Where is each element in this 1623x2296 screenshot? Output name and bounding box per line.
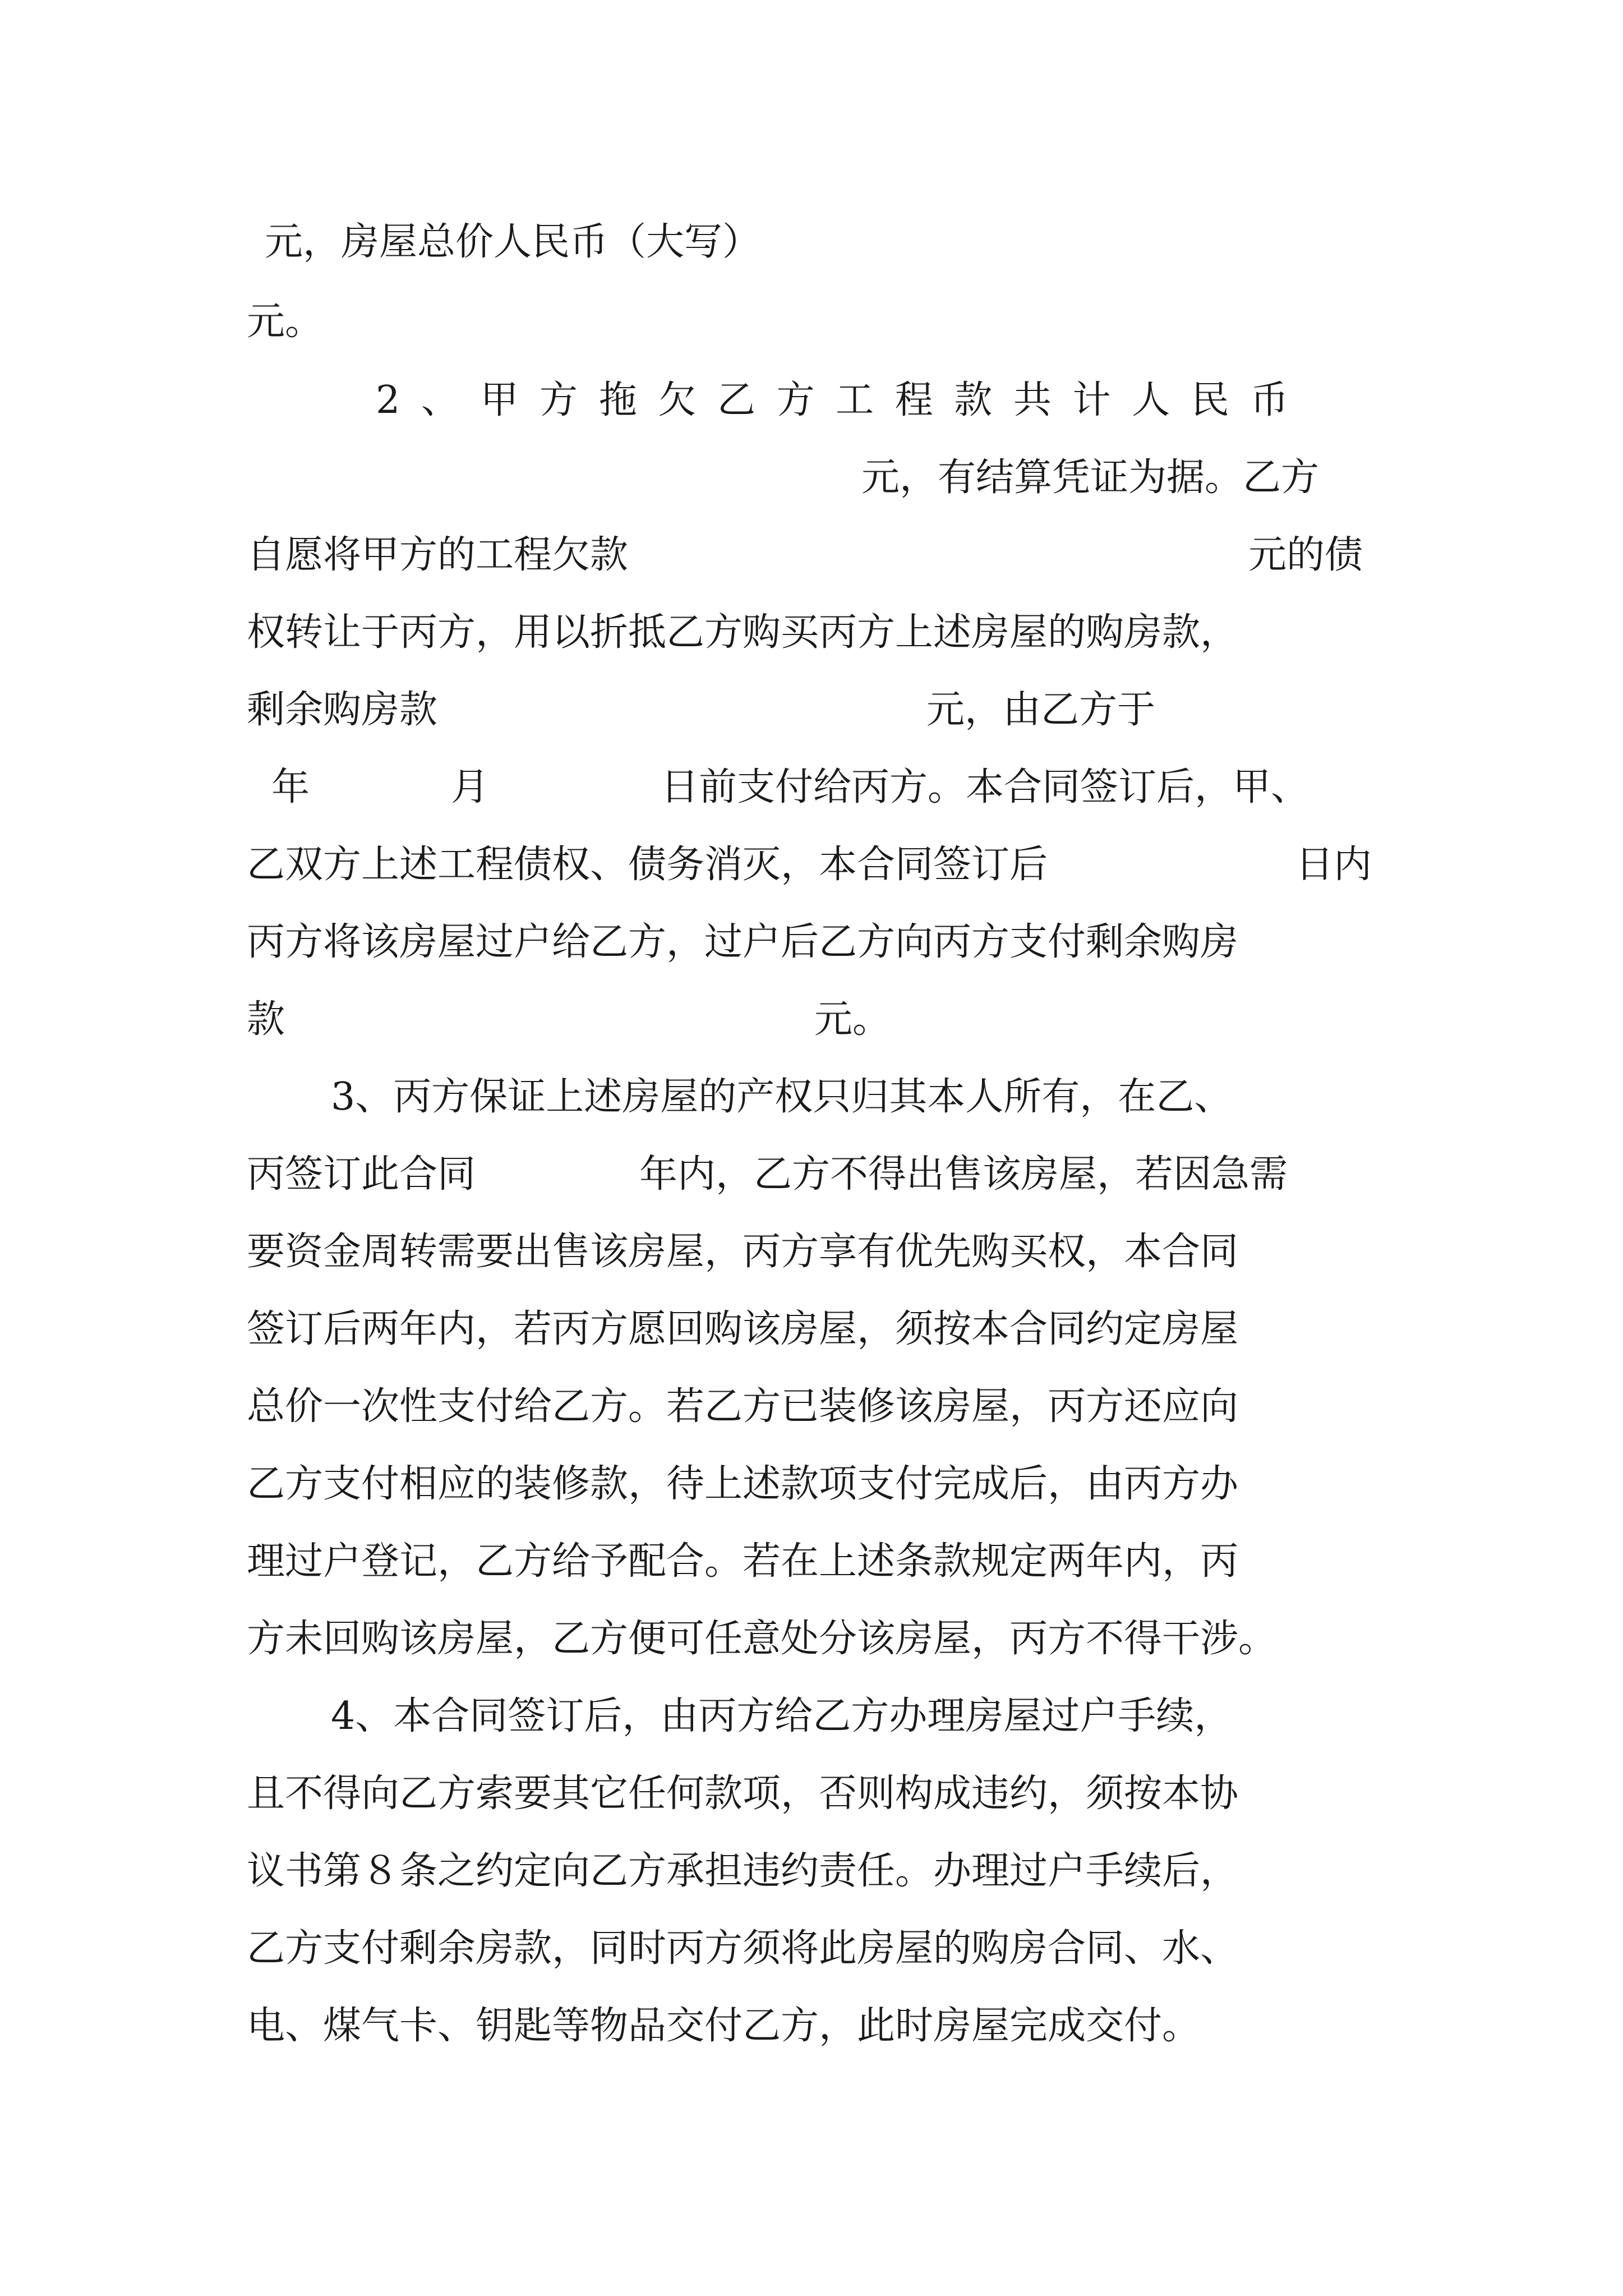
text-line: 元，有结算凭证为据。乙方 [861,455,1320,500]
text-line: 日前支付给丙方。本合同签订后，甲、 [661,765,1310,809]
text-line: 丙签订此合同 [247,1152,476,1197]
text-line: 4、本合同签订后，由丙方给乙方办理房屋过户手续， [331,1694,1233,1738]
text-line: 3、丙方保证上述房屋的产权只归其本人所有，在乙、 [331,1075,1233,1119]
text-line: 2 、 甲 方 拖 欠 乙 方 工 程 款 共 计 人 民 币 [376,378,1293,422]
text-line: 方未回购该房屋，乙方便可任意处分该房屋，丙方不得干涉。 [247,1617,1277,1661]
text-line: 自愿将甲方的工程欠款 [247,533,629,577]
text-line: 月 [451,765,490,809]
text-line: 年 [271,765,310,809]
text-line: 元，房屋总价人民币（大写） [265,220,761,264]
text-line: 元。 [247,300,324,344]
text-line: 总价一次性支付给乙方。若乙方已装修该房屋，丙方还应向 [247,1384,1239,1429]
text-line: 要资金周转需要出售该房屋，丙方享有优先购买权，本合同 [247,1230,1239,1274]
text-line: 元的债 [1248,533,1363,577]
text-line: 年内，乙方不得出售该房屋，若因急需 [639,1152,1288,1197]
text-line: 权转让于丙方，用以折抵乙方购买丙方上述房屋的购房款， [247,610,1239,655]
text-line: 日内 [1295,843,1372,887]
text-line: 乙双方上述工程债权、债务消灭，本合同签订后 [247,843,1048,887]
text-line: 理过户登记，乙方给予配合。若在上述条款规定两年内，丙 [247,1539,1239,1584]
text-line: 款 [247,997,285,1042]
text-line: 元，由乙方于 [926,688,1156,732]
text-line: 丙方将该房屋过户给乙方，过户后乙方向丙方支付剩余购房 [247,920,1239,964]
text-line: 剩余购房款 [247,688,438,732]
text-line: 议书第８条之约定向乙方承担违约责任。办理过户手续后， [247,1849,1239,1893]
text-line: 元。 [814,997,891,1042]
text-line: 乙方支付相应的装修款，待上述款项支付完成后，由丙方办 [247,1462,1239,1506]
text-line: 电、煤气卡、钥匙等物品交付乙方，此时房屋完成交付。 [247,2004,1201,2048]
text-line: 且不得向乙方索要其它任何款项，否则构成违约，须按本协 [247,1772,1239,1816]
text-line: 签订后两年内，若丙方愿回购该房屋，须按本合同约定房屋 [247,1307,1239,1351]
text-line: 乙方支付剩余房款，同时丙方须将此房屋的购房合同、水、 [247,1926,1239,1971]
